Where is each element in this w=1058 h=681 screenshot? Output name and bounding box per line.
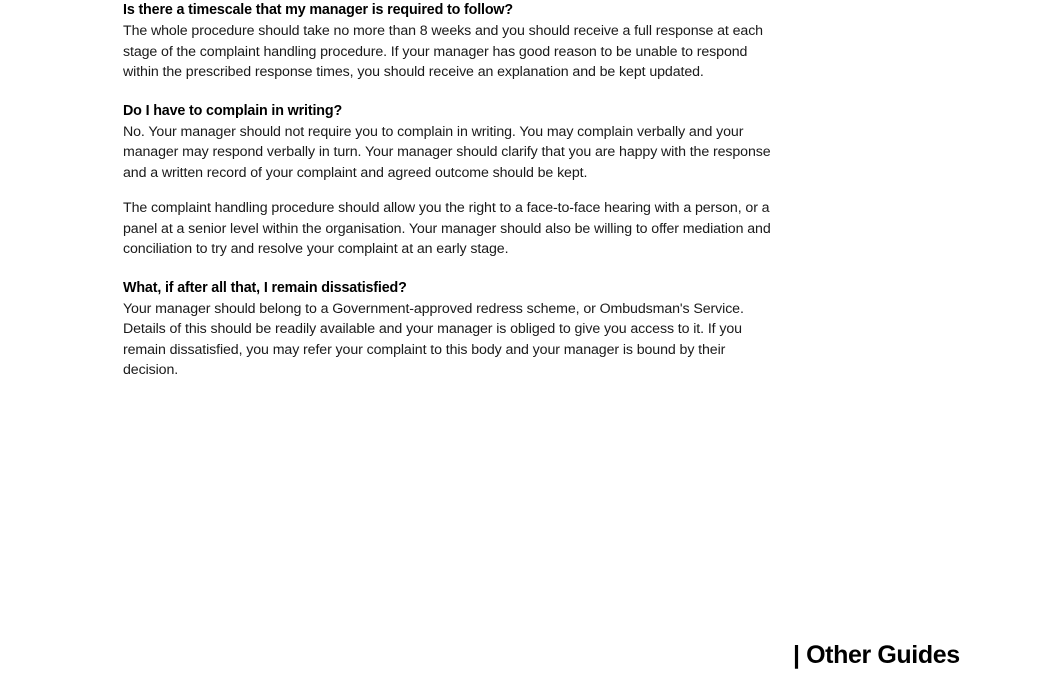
faq-question: Is there a timescale that my manager is required to follow? [123, 2, 513, 18]
footer-section-tab [793, 641, 1058, 681]
faq-answer-paragraph: Your manager should belong to a Government-approved redress scheme, or Ombudsman's Service. Details of this should be readily available and your manager is obliged to give you access to it. If you remain dissatisfied, you may refer your complaint to this body and your manager is bound by their decision. [123, 300, 744, 378]
faq-question: Do I have to complain in writing? [123, 102, 343, 119]
faq-answer-paragraph: No. Your manager should not require you to complain in writing. You may complain verbally and your manager may respond verbally in turn. Your manager should clarify that you are happy with the response and a written record of your complaint and agreed outcome should be kept. [123, 123, 771, 181]
faq-section-dissatisfied [123, 278, 793, 381]
faq-question: What, if after all that, I remain dissatisfied? [123, 279, 407, 296]
faq-section-writing [123, 101, 793, 260]
footer-section-label: | Other Guides [793, 641, 960, 669]
document-body [123, 0, 793, 390]
faq-answer-paragraph: The complaint handling procedure should allow you the right to a face-to-face hearing with a person, or a panel at a senior level within the organisation. Your manager should also be willing to offer mediation and conciliation to try and resolve your complaint at an early stage. [123, 200, 771, 257]
faq-section-timescale [123, 0, 793, 83]
faq-answer-paragraph: The whole procedure should take no more than 8 weeks and you should receive a full response at each stage of the complaint handling procedure. If your manager has good reason to be unable to respond within the prescribed response times, you should receive an explanation and be kept updated. [123, 23, 763, 80]
